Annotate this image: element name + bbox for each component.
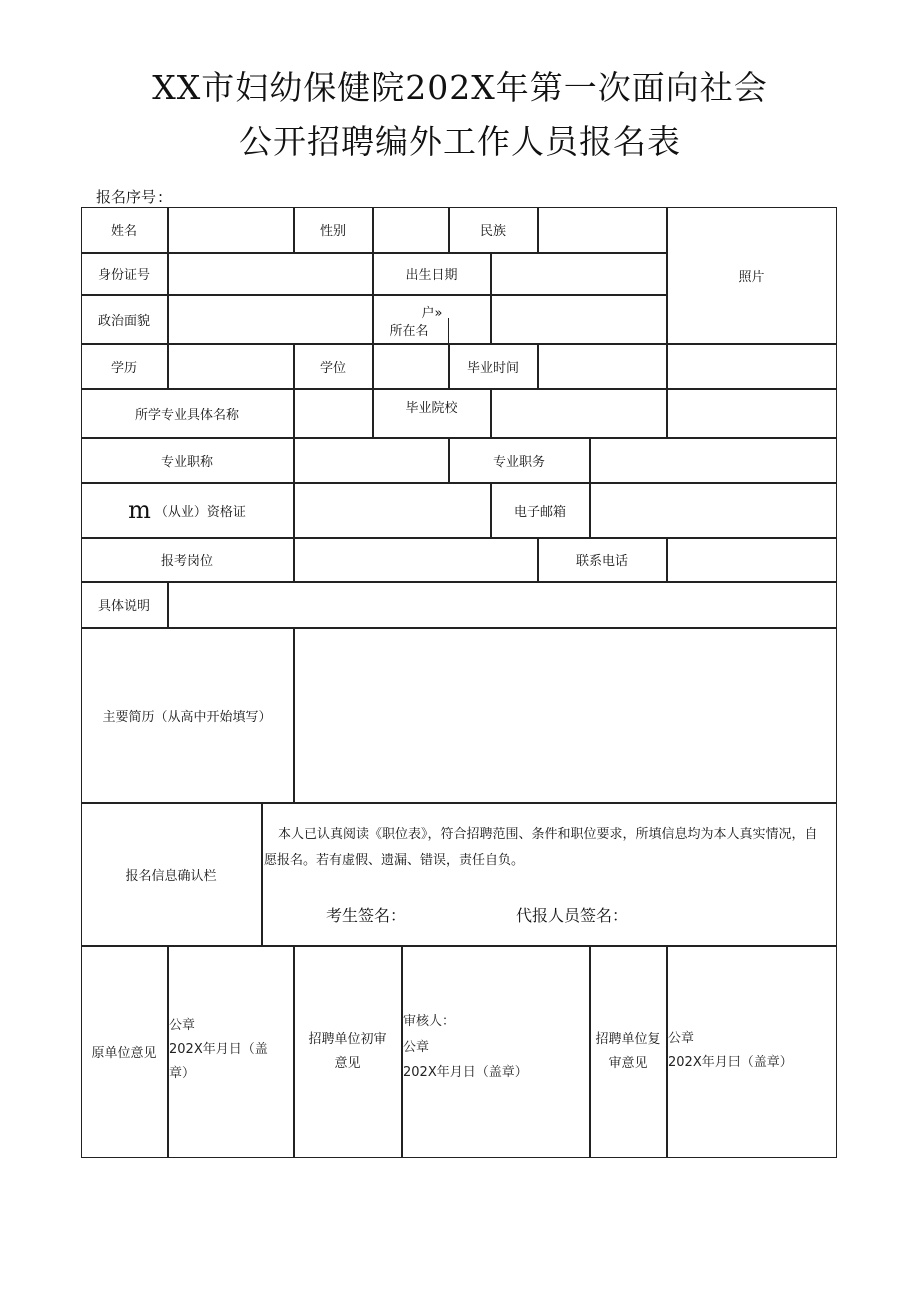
input-extra-row5[interactable] — [667, 389, 837, 438]
final-review-seal: 公章 — [668, 1031, 695, 1046]
label-gender: 性别 — [294, 207, 373, 253]
label-graduate-school — [373, 389, 491, 438]
label-final-review: 招聘单位复审意见 — [590, 946, 667, 1158]
label-political-status: 政治面貌 — [81, 295, 168, 344]
label-initial-review: 招聘单位初审意见 — [294, 946, 402, 1158]
form-title-line-1: XX市妇幼保健院202X年第一次面向社会 — [152, 68, 768, 107]
label-professional-position: 专业职务 — [449, 438, 590, 483]
input-birth-date[interactable] — [491, 253, 667, 295]
hukou-label-top: 户» — [421, 305, 443, 321]
label-confirmation: 报名信息确认栏 — [81, 803, 262, 946]
input-id-number[interactable] — [168, 253, 373, 295]
label-ethnicity: 民族 — [449, 207, 538, 253]
original-unit-date: 202X年月日（盖章） — [169, 1042, 268, 1081]
label-specific-notes: 具体说明 — [81, 582, 168, 628]
hukou-label-bottom: 所在名 — [389, 323, 429, 339]
final-review-date: 202X年月曰（盖章） — [668, 1055, 793, 1070]
cert-prefix: m — [128, 496, 151, 524]
label-major-name: 所学专业具体名称 — [81, 389, 294, 438]
input-extra-row4[interactable] — [667, 344, 837, 389]
label-resume: 主要简历（从高中开始填写） — [81, 628, 294, 803]
input-professional-title[interactable] — [294, 438, 449, 483]
candidate-signature[interactable]: 考生签名： — [326, 906, 407, 925]
label-professional-title: 专业职称 — [81, 438, 294, 483]
label-id-number: 身份证号 — [81, 253, 168, 295]
input-education[interactable] — [168, 344, 294, 389]
label-qualification-certificate — [81, 483, 294, 538]
initial-review-box[interactable] — [402, 946, 590, 1158]
hukou-divider — [448, 318, 449, 344]
input-professional-position[interactable] — [590, 438, 837, 483]
graduate-school-text: 毕业院校 — [405, 400, 458, 416]
label-graduation-time: 毕业时间 — [449, 344, 538, 389]
input-major-name[interactable] — [294, 389, 373, 438]
initial-review-seal: 公章 — [403, 1040, 430, 1055]
photo-box[interactable]: 照片 — [667, 207, 837, 344]
form-title-line-2: 公开招聘编外工作人员报名表 — [239, 122, 681, 161]
confirmation-statement: 本人已认真阅读《职位表》，符合招聘范围、条件和职位要求，所填信息均为本人真实情况，自愿报名。若有虚假、遗漏、错误，责任自负。 — [264, 827, 818, 868]
input-phone[interactable] — [667, 538, 837, 582]
input-name[interactable] — [168, 207, 294, 253]
label-email: 电子邮箱 — [491, 483, 590, 538]
input-graduate-school[interactable] — [491, 389, 667, 438]
input-qualification-certificate[interactable] — [294, 483, 491, 538]
input-email[interactable] — [590, 483, 837, 538]
input-political-status[interactable] — [168, 295, 373, 344]
label-degree: 学位 — [294, 344, 373, 389]
agent-signature[interactable]: 代报人员签名： — [516, 906, 629, 925]
original-unit-seal: 公章 — [169, 1018, 196, 1033]
label-birth-date: 出生日期 — [373, 253, 491, 295]
cert-label: （从业）资格证 — [154, 504, 246, 520]
input-applied-position[interactable] — [294, 538, 538, 582]
label-applied-position: 报考岗位 — [81, 538, 294, 582]
input-graduation-time[interactable] — [538, 344, 667, 389]
input-gender[interactable] — [373, 207, 449, 253]
label-education: 学历 — [81, 344, 168, 389]
initial-reviewer: 审核人： — [403, 1014, 456, 1029]
label-original-unit-opinion: 原单位意见 — [81, 946, 168, 1158]
initial-review-date: 202X年月日（盖章） — [403, 1065, 528, 1080]
label-hukou — [373, 295, 491, 344]
label-name: 姓名 — [81, 207, 168, 253]
label-phone: 联系电话 — [538, 538, 667, 582]
input-hukou[interactable] — [491, 295, 667, 344]
input-resume[interactable] — [294, 628, 837, 803]
input-degree[interactable] — [373, 344, 449, 389]
serial-number-label: 报名序号 : — [96, 188, 164, 206]
input-ethnicity[interactable] — [538, 207, 667, 253]
input-specific-notes[interactable] — [168, 582, 837, 628]
